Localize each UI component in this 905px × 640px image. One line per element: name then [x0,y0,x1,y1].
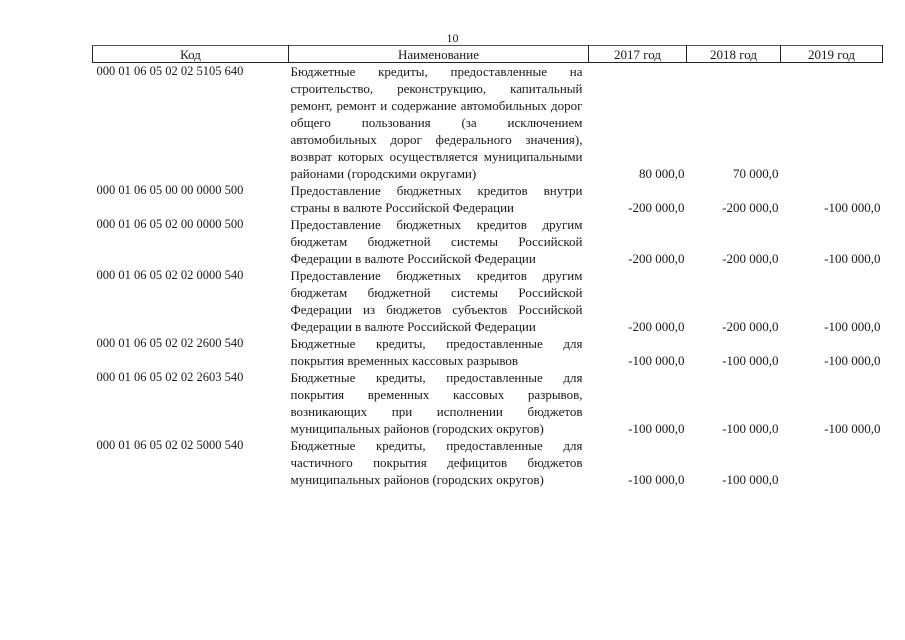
row-value-2017: -100 000,0 [628,472,685,487]
header-2018: 2018 год [687,46,781,63]
row-value-2017: -200 000,0 [628,200,685,215]
row-code: 000 01 06 05 02 02 5000 540 [96,438,244,452]
row-value-2019: -100 000,0 [824,200,881,215]
row-value-2017: -100 000,0 [628,421,685,436]
row-value-2019: -100 000,0 [824,421,881,436]
table-row [93,369,883,437]
row-value-2019: -100 000,0 [824,353,881,368]
table-row [93,267,883,335]
row-code: 000 01 06 05 02 02 0000 540 [96,268,244,282]
row-value-2018: -100 000,0 [722,472,779,487]
row-value-2018: 70 000,0 [733,166,779,181]
header-2017: 2017 год [589,46,687,63]
budget-sources-table [92,45,883,488]
row-name: Предоставление бюджетных кредитов внутри страны в валюте Российской Федерации [290,183,583,215]
row-value-2018: -200 000,0 [722,200,779,215]
row-name: Бюджетные кредиты, предоставленные для покрытия временных кассовых разрывов [290,336,583,368]
row-code: 000 01 06 05 02 00 0000 500 [96,217,244,231]
row-name: Предоставление бюджетных кредитов другим бюджетам бюджетной системы Российской Федерации в валюте Российской Федерации [290,217,583,266]
row-value-2019: -100 000,0 [824,251,881,266]
header-row [93,46,883,63]
row-value-2017: -200 000,0 [628,319,685,334]
row-code: 000 01 06 05 00 00 0000 500 [96,183,244,197]
row-code: 000 01 06 05 02 02 2603 540 [96,370,244,384]
row-name: Бюджетные кредиты, предоставленные на строительство, реконструкцию, капитальный ремонт, ремонт и содержание автомобильных дорог общего пользования (за исключением автомобильных дорог федерального значения), возврат которых осуществляется муниципальными районами (городскими округами) [290,64,583,181]
row-value-2018: -200 000,0 [722,319,779,334]
header-2019: 2019 год [781,46,883,63]
table-row [93,182,883,216]
row-value-2017: -200 000,0 [628,251,685,266]
table-body [93,63,883,489]
row-value-2019 [781,437,883,488]
row-name: Предоставление бюджетных кредитов другим бюджетам бюджетной системы Российской Федерации из бюджетов субъектов Российской Федерации в валюте Российской Федерации [290,268,583,334]
table-row [93,216,883,267]
row-value-2019: -100 000,0 [824,319,881,334]
row-value-2017: 80 000,0 [639,166,685,181]
header-code: Код [93,46,289,63]
table-row [93,63,883,183]
table-header [93,46,883,63]
row-name: Бюджетные кредиты, предоставленные для частичного покрытия дефицитов бюджетов муниципальных районов (городских округов) [290,438,583,487]
page-number: 10 [446,31,459,45]
row-name: Бюджетные кредиты, предоставленные для покрытия временных кассовых разрывов, возникающих при исполнении бюджетов муниципальных районов (городских округов) [290,370,583,436]
table-row [93,437,883,488]
row-value-2019 [781,63,883,183]
row-value-2018: -100 000,0 [722,421,779,436]
row-value-2017: -100 000,0 [628,353,685,368]
row-code: 000 01 06 05 02 02 5105 640 [96,64,244,78]
header-name: Наименование [289,46,589,63]
row-value-2018: -100 000,0 [722,353,779,368]
table-row [93,335,883,369]
row-value-2018: -200 000,0 [722,251,779,266]
row-code: 000 01 06 05 02 02 2600 540 [96,336,244,350]
